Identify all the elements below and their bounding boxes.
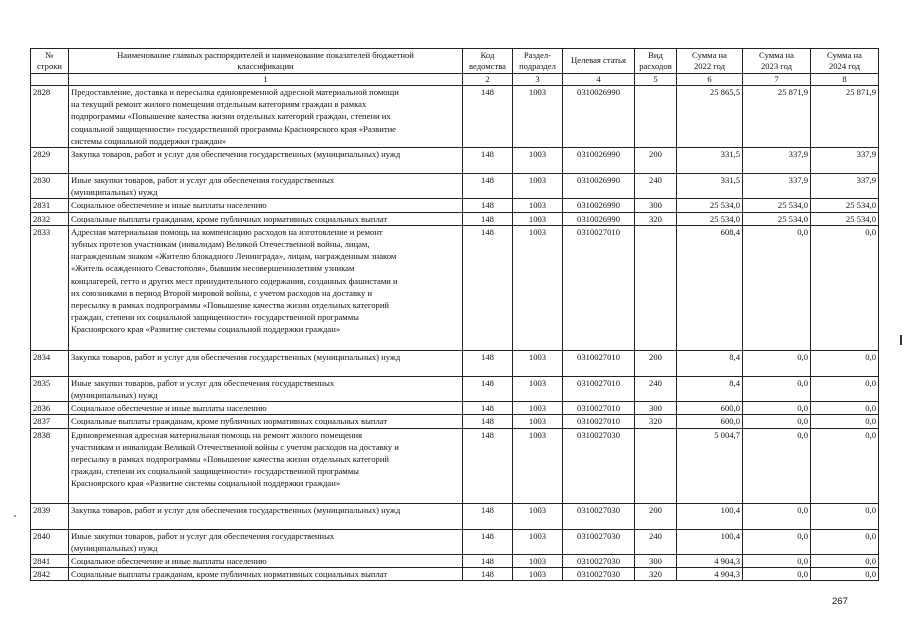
target-article: 0310027030 xyxy=(563,503,635,529)
target-article: 0310026990 xyxy=(563,212,635,225)
dept-code: 148 xyxy=(463,350,513,376)
sum-2023: 337,9 xyxy=(743,174,811,199)
sum-2022: 600,0 xyxy=(677,415,743,428)
sum-2024: 0,0 xyxy=(811,402,879,415)
table-row xyxy=(31,555,879,568)
target-article: 0310027030 xyxy=(563,568,635,581)
row-number: 2841 xyxy=(31,555,69,568)
row-number: 2839 xyxy=(31,503,69,529)
sum-2022: 4 904,3 xyxy=(677,555,743,568)
sum-2024: 0,0 xyxy=(811,568,879,581)
row-name: Адресная материальная помощь на компенсацию расходов на изготовление и ремонт зубных протезов участникам (инвалидам) Великой Отечественной войны, лицам, награжденным знаком «Жителю блокадного Ленинграда», лицам, награжденным знаком «Житель осажденного Севастополя», бывшим несовершеннолетним узникам концлагерей, гетто и других мест принудительного содержания, созданных фашистами и их союзниками в период Второй мировой войны, с учетом расходов на доставку и пересылку в рамках подпрограммы «Повышение качества жизни отдельных категорий граждан, степени их социальной защищенности» государственной программы Красноярского края «Развитие системы социальной поддержки граждан» xyxy=(69,225,463,350)
target-article: 0310027010 xyxy=(563,376,635,401)
sum-2022: 8,4 xyxy=(677,350,743,376)
dept-code: 148 xyxy=(463,86,513,148)
dept-code: 148 xyxy=(463,199,513,212)
header-row xyxy=(31,49,879,74)
header-row-no: № строки xyxy=(31,49,69,74)
row-name: Иные закупки товаров, работ и услуг для обеспечения государственных (муниципальных) нужд xyxy=(69,376,463,401)
dept-code: 148 xyxy=(463,428,513,503)
header-expense-type: Вид расходов xyxy=(635,49,677,74)
header-name: Наименование главных распорядителей и наименование показателей бюджетной классификации xyxy=(69,49,463,74)
expense-type: 240 xyxy=(635,529,677,554)
sum-2022: 100,4 xyxy=(677,503,743,529)
expense-type xyxy=(635,86,677,148)
expense-type: 300 xyxy=(635,199,677,212)
row-name: Закупка товаров, работ и услуг для обеспечения государственных (муниципальных) нужд xyxy=(69,148,463,174)
row-number: 2832 xyxy=(31,212,69,225)
expense-type: 320 xyxy=(635,415,677,428)
row-number: 2836 xyxy=(31,402,69,415)
scan-mark xyxy=(900,335,902,345)
expense-type: 300 xyxy=(635,402,677,415)
sum-2023: 0,0 xyxy=(743,503,811,529)
header-sum-2024: Сумма на 2024 год xyxy=(811,49,879,74)
sum-2024: 25 871,9 xyxy=(811,86,879,148)
table-row xyxy=(31,529,879,554)
row-number: 2829 xyxy=(31,148,69,174)
sum-2023: 0,0 xyxy=(743,415,811,428)
sum-2022: 5 004,7 xyxy=(677,428,743,503)
dept-code: 148 xyxy=(463,529,513,554)
sum-2024: 0,0 xyxy=(811,350,879,376)
sum-2023: 0,0 xyxy=(743,376,811,401)
dept-code: 148 xyxy=(463,212,513,225)
sum-2023: 0,0 xyxy=(743,428,811,503)
sum-2022: 8,4 xyxy=(677,376,743,401)
target-article: 0310027010 xyxy=(563,225,635,350)
section-code: 1003 xyxy=(513,503,563,529)
table-row xyxy=(31,376,879,401)
section-code: 1003 xyxy=(513,148,563,174)
sum-2023: 0,0 xyxy=(743,350,811,376)
sum-2024: 337,9 xyxy=(811,148,879,174)
column-number: 5 xyxy=(635,74,677,86)
row-number: 2834 xyxy=(31,350,69,376)
table-row xyxy=(31,174,879,199)
dept-code: 148 xyxy=(463,415,513,428)
page-number: 267 xyxy=(832,596,848,607)
row-name: Закупка товаров, работ и услуг для обеспечения государственных (муниципальных) нужд xyxy=(69,350,463,376)
section-code: 1003 xyxy=(513,555,563,568)
scan-dot xyxy=(14,515,16,517)
sum-2022: 25 534,0 xyxy=(677,199,743,212)
row-number: 2840 xyxy=(31,529,69,554)
table-row xyxy=(31,225,879,350)
sum-2024: 0,0 xyxy=(811,415,879,428)
sum-2024: 0,0 xyxy=(811,555,879,568)
sum-2023: 0,0 xyxy=(743,568,811,581)
expense-type: 240 xyxy=(635,174,677,199)
sum-2024: 0,0 xyxy=(811,503,879,529)
section-code: 1003 xyxy=(513,529,563,554)
table-row xyxy=(31,148,879,174)
section-code: 1003 xyxy=(513,225,563,350)
sum-2024: 0,0 xyxy=(811,428,879,503)
column-number xyxy=(31,74,69,86)
dept-code: 148 xyxy=(463,503,513,529)
row-name: Иные закупки товаров, работ и услуг для обеспечения государственных (муниципальных) нужд xyxy=(69,174,463,199)
sum-2022: 25 865,5 xyxy=(677,86,743,148)
target-article: 0310027030 xyxy=(563,529,635,554)
section-code: 1003 xyxy=(513,86,563,148)
target-article: 0310027010 xyxy=(563,350,635,376)
row-name: Социальное обеспечение и иные выплаты населению xyxy=(69,199,463,212)
row-name: Единовременная адресная материальная помощь на ремонт жилого помещения участникам и инвалидам Великой Отечественной войны с учетом расходов на доставку и пересылку в рамках подпрограммы «Повышение качества жизни отдельных категорий граждан, степени их социальной защищенности» государственной программы Красноярского края «Развитие системы социальной поддержки граждан» xyxy=(69,428,463,503)
row-number: 2833 xyxy=(31,225,69,350)
budget-table xyxy=(30,48,879,581)
row-number: 2828 xyxy=(31,86,69,148)
column-number: 4 xyxy=(563,74,635,86)
table-row xyxy=(31,199,879,212)
row-number: 2837 xyxy=(31,415,69,428)
dept-code: 148 xyxy=(463,555,513,568)
column-number: 8 xyxy=(811,74,879,86)
expense-type: 240 xyxy=(635,376,677,401)
target-article: 0310026990 xyxy=(563,174,635,199)
row-number: 2838 xyxy=(31,428,69,503)
expense-type xyxy=(635,428,677,503)
sum-2024: 0,0 xyxy=(811,529,879,554)
sum-2024: 25 534,0 xyxy=(811,199,879,212)
sum-2024: 25 534,0 xyxy=(811,212,879,225)
target-article: 0310026990 xyxy=(563,148,635,174)
sum-2024: 0,0 xyxy=(811,225,879,350)
expense-type: 200 xyxy=(635,350,677,376)
header-sum-2023: Сумма на 2023 год xyxy=(743,49,811,74)
expense-type: 320 xyxy=(635,568,677,581)
target-article: 0310026990 xyxy=(563,86,635,148)
target-article: 0310027010 xyxy=(563,402,635,415)
section-code: 1003 xyxy=(513,415,563,428)
table-row xyxy=(31,503,879,529)
sum-2023: 0,0 xyxy=(743,529,811,554)
sum-2023: 0,0 xyxy=(743,402,811,415)
section-code: 1003 xyxy=(513,568,563,581)
row-name: Предоставление, доставка и пересылка единовременной адресной материальной помощи на текущий ремонт жилого помещения отдельным категориям граждан в рамках подпрограммы «Повышение качества жизни отдельных категорий граждан, степени их социальной защищенности» государственной программы Красноярского края «Развитие системы социальной поддержки граждан» xyxy=(69,86,463,148)
table-row xyxy=(31,86,879,148)
sum-2022: 25 534,0 xyxy=(677,212,743,225)
row-number: 2835 xyxy=(31,376,69,401)
row-name: Закупка товаров, работ и услуг для обеспечения государственных (муниципальных) нужд xyxy=(69,503,463,529)
section-code: 1003 xyxy=(513,428,563,503)
sum-2022: 4 904,3 xyxy=(677,568,743,581)
row-name: Социальные выплаты гражданам, кроме публичных нормативных социальных выплат xyxy=(69,415,463,428)
dept-code: 148 xyxy=(463,402,513,415)
dept-code: 148 xyxy=(463,148,513,174)
sum-2023: 0,0 xyxy=(743,225,811,350)
dept-code: 148 xyxy=(463,568,513,581)
row-number: 2831 xyxy=(31,199,69,212)
column-number: 3 xyxy=(513,74,563,86)
header-dept-code: Код ведомства xyxy=(463,49,513,74)
row-name: Социальное обеспечение и иные выплаты населению xyxy=(69,555,463,568)
header-target-article: Целевая статья xyxy=(563,49,635,74)
section-code: 1003 xyxy=(513,402,563,415)
column-number: 7 xyxy=(743,74,811,86)
table-row xyxy=(31,402,879,415)
expense-type: 320 xyxy=(635,212,677,225)
table-row xyxy=(31,568,879,581)
expense-type: 300 xyxy=(635,555,677,568)
table-row xyxy=(31,350,879,376)
expense-type: 200 xyxy=(635,503,677,529)
target-article: 0310027030 xyxy=(563,428,635,503)
target-article: 0310027030 xyxy=(563,555,635,568)
dept-code: 148 xyxy=(463,376,513,401)
section-code: 1003 xyxy=(513,199,563,212)
expense-type xyxy=(635,225,677,350)
section-code: 1003 xyxy=(513,212,563,225)
row-name: Социальное обеспечение и иные выплаты населению xyxy=(69,402,463,415)
header-sum-2022: Сумма на 2022 год xyxy=(677,49,743,74)
dept-code: 148 xyxy=(463,225,513,350)
sum-2023: 0,0 xyxy=(743,555,811,568)
sum-2022: 600,0 xyxy=(677,402,743,415)
row-name: Иные закупки товаров, работ и услуг для обеспечения государственных (муниципальных) нужд xyxy=(69,529,463,554)
table-row xyxy=(31,212,879,225)
sum-2022: 608,4 xyxy=(677,225,743,350)
section-code: 1003 xyxy=(513,376,563,401)
sum-2023: 25 534,0 xyxy=(743,212,811,225)
sum-2023: 25 871,9 xyxy=(743,86,811,148)
header-section: Раздел- подраздел xyxy=(513,49,563,74)
row-number: 2842 xyxy=(31,568,69,581)
sum-2022: 100,4 xyxy=(677,529,743,554)
sum-2022: 331,5 xyxy=(677,174,743,199)
section-code: 1003 xyxy=(513,350,563,376)
expense-type: 200 xyxy=(635,148,677,174)
sum-2024: 337,9 xyxy=(811,174,879,199)
sum-2022: 331,5 xyxy=(677,148,743,174)
target-article: 0310027010 xyxy=(563,415,635,428)
section-code: 1003 xyxy=(513,174,563,199)
column-number-row xyxy=(31,74,879,86)
sum-2023: 337,9 xyxy=(743,148,811,174)
table-row xyxy=(31,428,879,503)
row-name: Социальные выплаты гражданам, кроме публичных нормативных социальных выплат xyxy=(69,212,463,225)
sum-2024: 0,0 xyxy=(811,376,879,401)
sum-2023: 25 534,0 xyxy=(743,199,811,212)
column-number: 6 xyxy=(677,74,743,86)
dept-code: 148 xyxy=(463,174,513,199)
row-number: 2830 xyxy=(31,174,69,199)
target-article: 0310026990 xyxy=(563,199,635,212)
column-number: 2 xyxy=(463,74,513,86)
column-number: 1 xyxy=(69,74,463,86)
table-row xyxy=(31,415,879,428)
row-name: Социальные выплаты гражданам, кроме публичных нормативных социальных выплат xyxy=(69,568,463,581)
